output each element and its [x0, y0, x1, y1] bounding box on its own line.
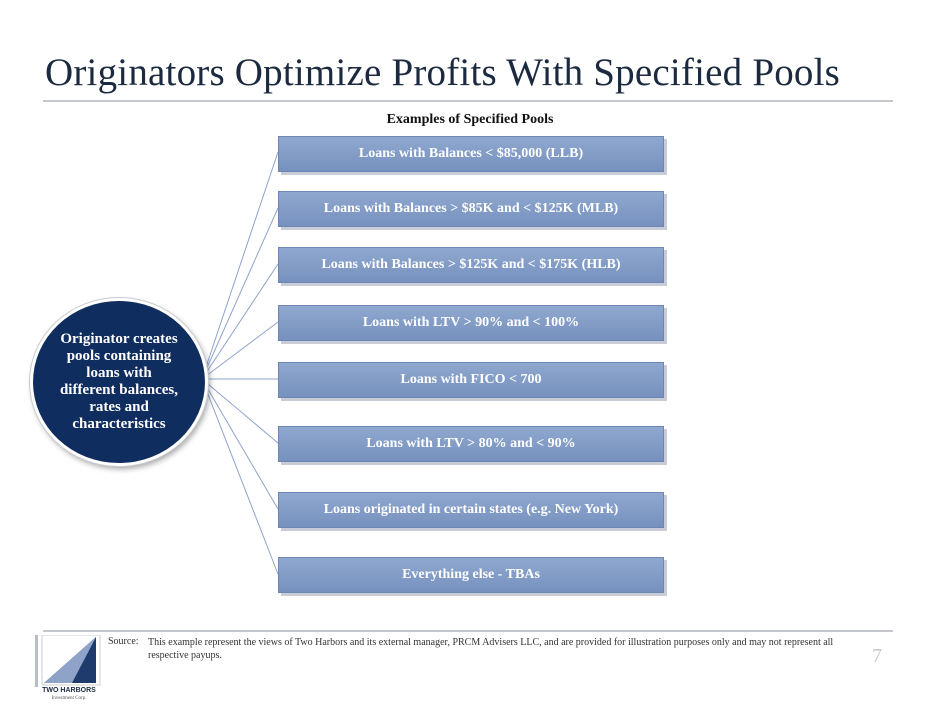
originator-node-label: Originator creates pools containing loans with different balances, rates and characteristics — [59, 331, 179, 432]
connector-line — [202, 322, 278, 379]
pool-box-hlb: Loans with Balances > $125K and < $175K (HLB) — [278, 247, 664, 283]
logo-name: TWO HARBORS — [42, 687, 96, 694]
logo-sail-icon — [34, 635, 104, 687]
connector-line — [202, 379, 278, 574]
source-label: Source: — [108, 636, 139, 647]
connector-line — [202, 152, 278, 379]
logo-subtitle: Investment Corp. — [51, 696, 87, 701]
originator-node — [30, 298, 208, 466]
footer-divider — [43, 630, 893, 632]
pool-box-fico: Loans with FICO < 700 — [278, 362, 664, 398]
connector-line — [202, 264, 278, 379]
page-title: Originators Optimize Profits With Specified Pools — [45, 51, 841, 94]
source-text: This example represent the views of Two Harbors and its external manager, PRCM Advisers LLC, and are provided for illustration purposes only and may not represent all respective payups. — [148, 637, 834, 661]
pool-box-mlb: Loans with Balances > $85K and < $125K (MLB) — [278, 191, 664, 227]
pool-box-ltv-high: Loans with LTV > 90% and < 100% — [278, 305, 664, 341]
connector-line — [202, 208, 278, 379]
connector-line — [202, 379, 278, 509]
pool-box-states: Loans originated in certain states (e.g. New York) — [278, 492, 664, 528]
connector-line — [202, 379, 278, 443]
page-number: 7 — [872, 645, 882, 667]
diagram-subheading: Examples of Specified Pools — [386, 112, 554, 127]
pool-box-tba: Everything else - TBAs — [278, 557, 664, 593]
pool-box-ltv-mid: Loans with LTV > 80% and < 90% — [278, 426, 664, 462]
company-logo — [34, 635, 104, 703]
pool-box-llb: Loans with Balances < $85,000 (LLB) — [278, 136, 664, 172]
